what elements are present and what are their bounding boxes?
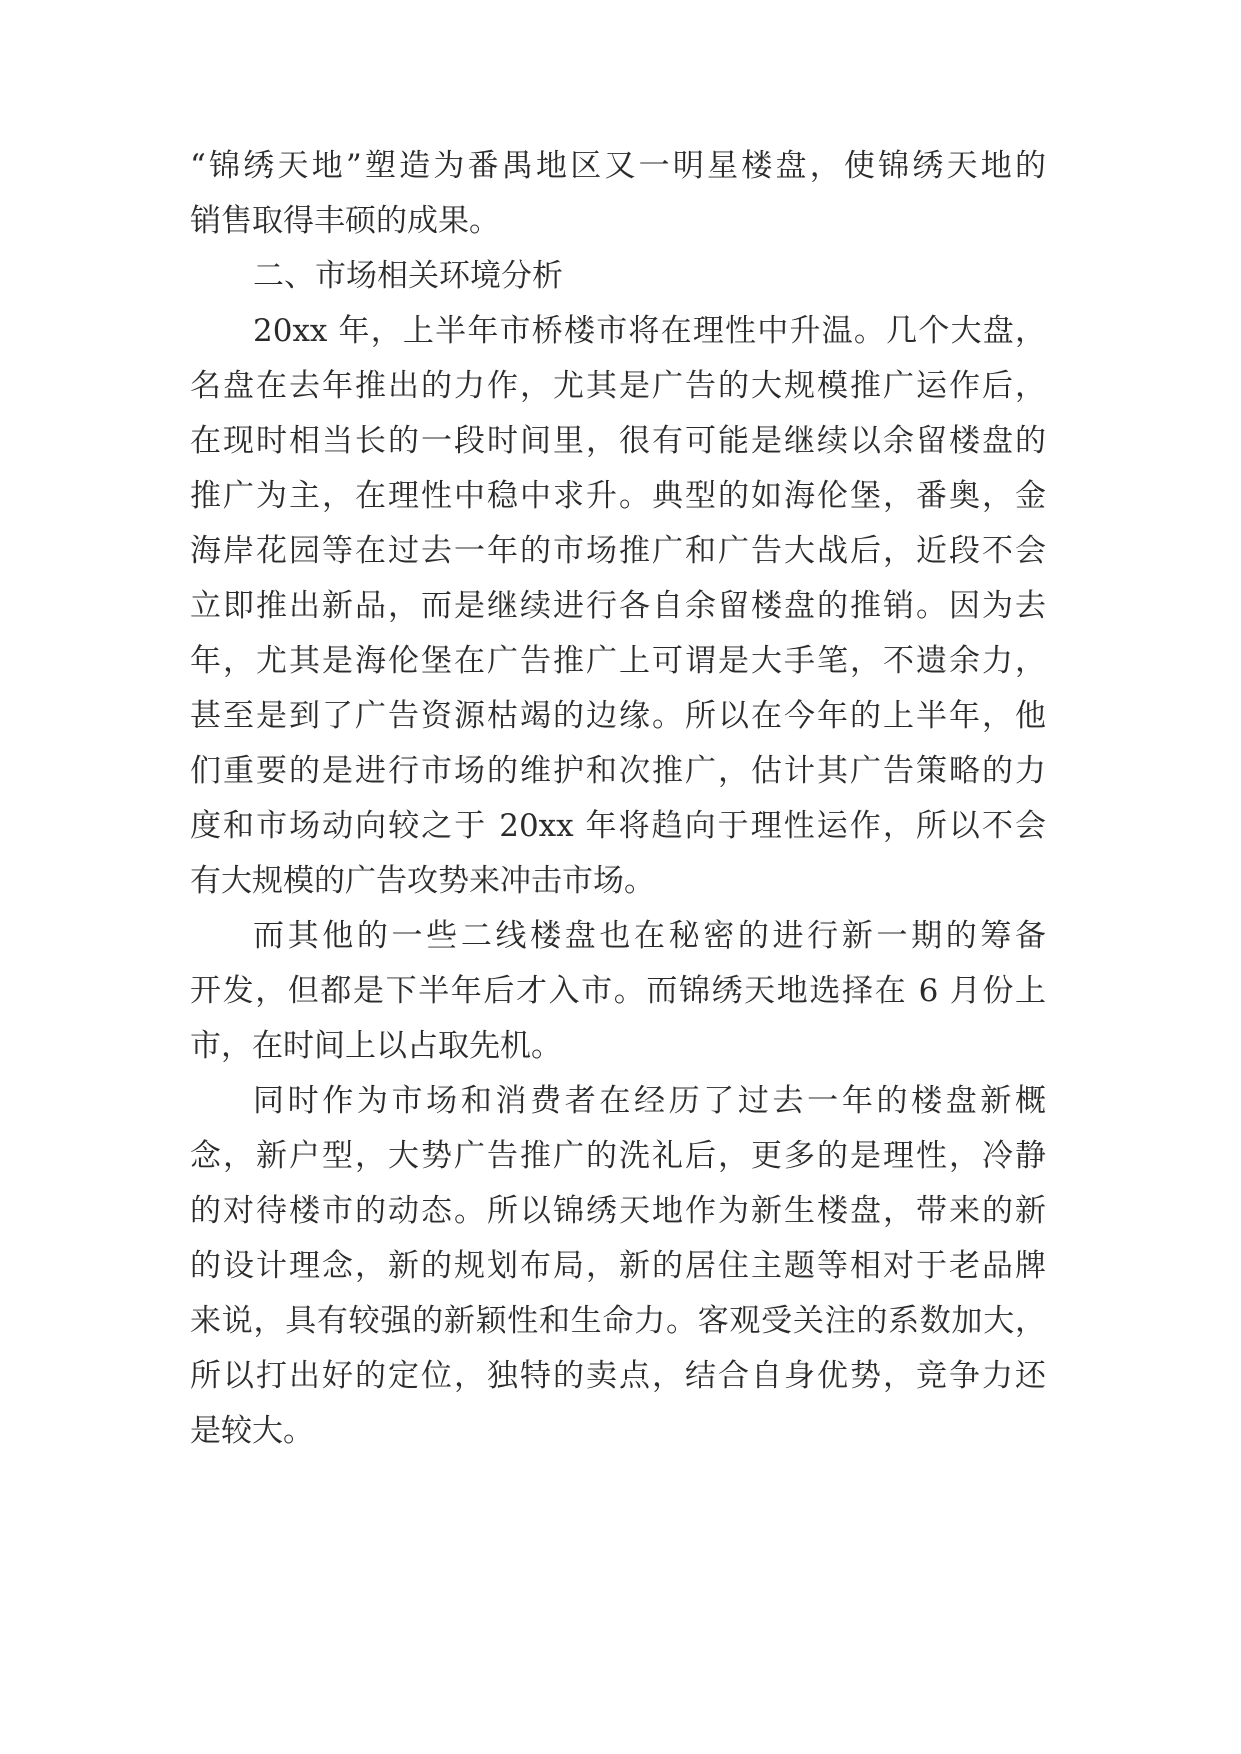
text-line: 而其他的一些二线楼盘也在秘密的进行新一期的筹备 bbox=[253, 918, 1046, 954]
text-line: 海岸花园等在过去一年的市场推广和广告大战后，近段不会 bbox=[190, 533, 1046, 569]
text-line: 来说，具有较强的新颖性和生命力。客观受关注的系数加大， bbox=[190, 1303, 1046, 1339]
text-line: 年，尤其是海伦堡在广告推广上可谓是大手笔，不遗余力， bbox=[190, 643, 1046, 679]
text-line: 在现时相当长的一段时间里，很有可能是继续以余留楼盘的 bbox=[190, 423, 1046, 459]
text-line: 是较大。 bbox=[190, 1413, 314, 1449]
text-line: 开发，但都是下半年后才入市。而锦绣天地选择在 6 月份上 bbox=[190, 973, 1046, 1009]
text-line: 的设计理念，新的规划布局，新的居住主题等相对于老品牌 bbox=[190, 1248, 1046, 1284]
text-line: 的对待楼市的动态。所以锦绣天地作为新生楼盘，带来的新 bbox=[190, 1193, 1046, 1229]
text-line: 念，新户型，大势广告推广的洗礼后，更多的是理性，冷静 bbox=[190, 1138, 1046, 1174]
text-line: 名盘在去年推出的力作，尤其是广告的大规模推广运作后， bbox=[190, 368, 1046, 404]
text-line: 销售取得丰硕的成果。 bbox=[190, 203, 500, 239]
text-line: “锦绣天地”塑造为番禺地区又一明星楼盘，使锦绣天地的 bbox=[190, 148, 1046, 184]
text-line: 所以打出好的定位，独特的卖点，结合自身优势，竞争力还 bbox=[190, 1358, 1046, 1394]
text-line: 20xx 年，上半年市桥楼市将在理性中升温。几个大盘， bbox=[253, 313, 1046, 349]
text-line: 同时作为市场和消费者在经历了过去一年的楼盘新概 bbox=[253, 1083, 1046, 1119]
text-line: 立即推出新品，而是继续进行各自余留楼盘的推销。因为去 bbox=[190, 588, 1046, 624]
section-heading: 二、市场相关环境分析 bbox=[253, 258, 563, 294]
text-line: 甚至是到了广告资源枯竭的边缘。所以在今年的上半年，他 bbox=[190, 698, 1046, 734]
text-line: 推广为主，在理性中稳中求升。典型的如海伦堡，番奥，金 bbox=[190, 478, 1046, 514]
text-line: 度和市场动向较之于 20xx 年将趋向于理性运作，所以不会 bbox=[190, 808, 1046, 844]
text-line: 有大规模的广告攻势来冲击市场。 bbox=[190, 863, 655, 899]
text-line: 市，在时间上以占取先机。 bbox=[190, 1028, 562, 1064]
text-line: 们重要的是进行市场的维护和次推广，估计其广告策略的力 bbox=[190, 753, 1046, 789]
